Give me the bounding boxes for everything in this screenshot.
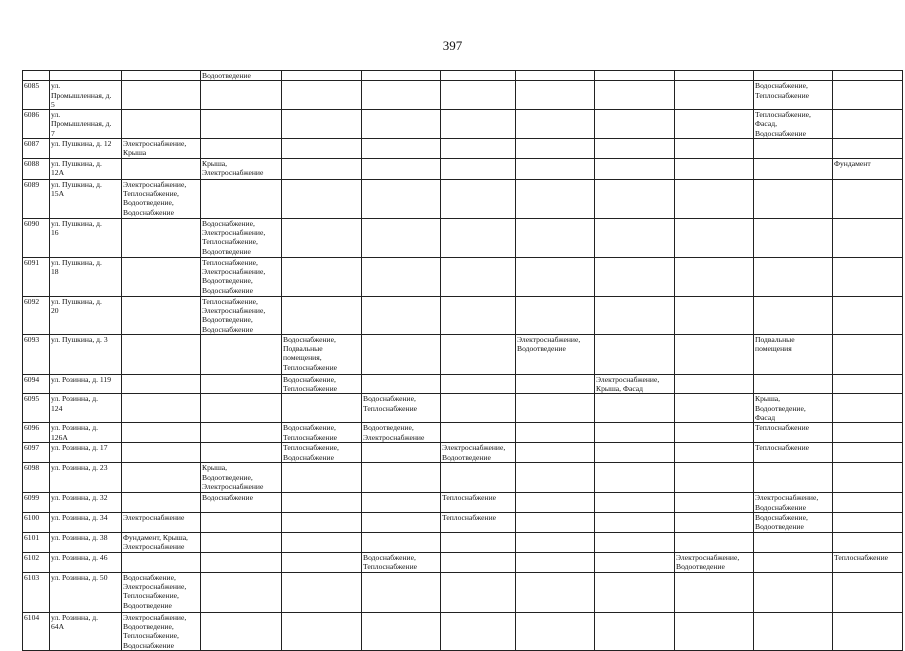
works-cell [595, 334, 675, 374]
address-cell: ул. Пушкина, д. 12 [50, 139, 122, 159]
works-cell [516, 612, 595, 650]
row-number-cell: 6088 [23, 158, 50, 179]
works-cell [201, 81, 282, 110]
works-cell [282, 394, 362, 423]
works-cell [833, 394, 903, 423]
works-cell [833, 257, 903, 296]
works-cell [754, 463, 833, 493]
works-cell [675, 612, 754, 650]
works-cell [282, 257, 362, 296]
works-cell [516, 513, 595, 533]
works-cell [675, 463, 754, 493]
works-cell [441, 296, 516, 334]
works-cell: Водоснабжение, Подвальные помещения, Теплоснабжение [282, 334, 362, 374]
works-cell [833, 374, 903, 394]
works-cell [122, 463, 201, 493]
works-cell [201, 139, 282, 159]
works-cell [754, 158, 833, 179]
works-cell [362, 374, 441, 394]
works-cell [516, 218, 595, 257]
table-row [23, 139, 903, 159]
works-cell [282, 533, 362, 553]
works-cell [675, 374, 754, 394]
works-cell [754, 552, 833, 572]
table-row [23, 423, 903, 443]
works-cell: Крыша, Водоотведение, Электроснабжение [201, 463, 282, 493]
works-cell [675, 334, 754, 374]
works-cell [122, 443, 201, 463]
works-cell [595, 179, 675, 218]
works-cell: Электроснабжение, Водоотведение [516, 334, 595, 374]
works-cell [675, 139, 754, 159]
works-cell [441, 179, 516, 218]
works-cell [441, 423, 516, 443]
row-number-cell: 6087 [23, 139, 50, 159]
works-cell [595, 443, 675, 463]
works-cell [282, 110, 362, 139]
works-cell [516, 463, 595, 493]
row-number-cell: 6098 [23, 463, 50, 493]
row-number-cell: 6085 [23, 81, 50, 110]
row-number-cell: 6089 [23, 179, 50, 218]
works-cell [362, 572, 441, 612]
works-cell: Водоснабжение, Теплоснабжение [754, 81, 833, 110]
works-cell [282, 139, 362, 159]
works-cell: Теплоснабжение [754, 443, 833, 463]
works-cell [122, 110, 201, 139]
address-cell [50, 71, 122, 81]
works-cell [754, 612, 833, 650]
works-cell [833, 179, 903, 218]
table-row [23, 533, 903, 553]
works-cell [282, 612, 362, 650]
works-cell [122, 296, 201, 334]
table-row [23, 374, 903, 394]
works-cell: Водоснабжение, Электроснабжение, Теплоснабжение, Водоотведение [122, 572, 201, 612]
works-cell [516, 394, 595, 423]
table-row [23, 552, 903, 572]
works-cell [675, 394, 754, 423]
works-cell [754, 572, 833, 612]
works-cell: Крыша, Водоотведение, Фасад [754, 394, 833, 423]
works-cell [833, 572, 903, 612]
works-cell [441, 463, 516, 493]
works-cell [595, 110, 675, 139]
works-cell [362, 179, 441, 218]
table-row [23, 81, 903, 110]
works-cell [833, 334, 903, 374]
works-cell: Водоснабжение, Водоотведение [754, 513, 833, 533]
works-cell [675, 81, 754, 110]
row-number-cell: 6086 [23, 110, 50, 139]
row-number-cell: 6099 [23, 493, 50, 513]
works-cell [362, 71, 441, 81]
works-cell [362, 533, 441, 553]
works-cell [516, 374, 595, 394]
address-cell: ул. Розинна, д. 17 [50, 443, 122, 463]
works-cell [516, 552, 595, 572]
works-cell [675, 572, 754, 612]
row-number-cell: 6104 [23, 612, 50, 650]
works-cell: Теплоснабжение [441, 493, 516, 513]
works-cell [516, 110, 595, 139]
works-cell [441, 572, 516, 612]
works-cell [754, 179, 833, 218]
works-cell [282, 552, 362, 572]
row-number-cell: 6103 [23, 572, 50, 612]
works-cell [833, 71, 903, 81]
works-cell: Водоснабжение, Теплоснабжение [362, 552, 441, 572]
works-cell: Теплоснабжение, Электроснабжение, Водоотведение, Водоснабжение [201, 296, 282, 334]
works-cell [362, 257, 441, 296]
works-cell [362, 493, 441, 513]
row-number-cell: 6092 [23, 296, 50, 334]
works-cell [441, 533, 516, 553]
works-cell [441, 158, 516, 179]
works-cell [516, 533, 595, 553]
works-cell [675, 158, 754, 179]
address-cell: ул. Промышленная, д. 5 [50, 81, 122, 110]
address-cell: ул. Розинна, д. 23 [50, 463, 122, 493]
works-cell [362, 139, 441, 159]
row-number-cell: 6091 [23, 257, 50, 296]
row-number-cell: 6101 [23, 533, 50, 553]
table-row [23, 110, 903, 139]
works-cell [201, 443, 282, 463]
works-cell [675, 179, 754, 218]
works-cell: Водоотведение, Электроснабжение [362, 423, 441, 443]
works-cell [282, 296, 362, 334]
works-cell [675, 423, 754, 443]
works-cell [595, 257, 675, 296]
works-cell: Фундамент [833, 158, 903, 179]
address-cell: ул. Промышленная, д. 7 [50, 110, 122, 139]
works-cell: Электроснабжение [122, 513, 201, 533]
works-cell [282, 463, 362, 493]
works-cell [122, 374, 201, 394]
works-cell [362, 296, 441, 334]
works-cell [362, 81, 441, 110]
works-cell [595, 296, 675, 334]
works-cell [441, 257, 516, 296]
table-row [23, 513, 903, 533]
works-cell [441, 218, 516, 257]
works-cell: Электроснабжение, Водоснабжение [754, 493, 833, 513]
address-cell: ул. Розинна, д. 46 [50, 552, 122, 572]
table-row [23, 493, 903, 513]
works-cell [754, 71, 833, 81]
works-cell [595, 552, 675, 572]
table-row [23, 572, 903, 612]
works-cell: Подвальные помещения [754, 334, 833, 374]
address-cell: ул. Пушкина, д. 15А [50, 179, 122, 218]
works-cell [595, 158, 675, 179]
works-cell: Электроснабжение, Водоотведение [675, 552, 754, 572]
works-cell [516, 81, 595, 110]
address-cell: ул. Розинна, д. 32 [50, 493, 122, 513]
works-cell [516, 443, 595, 463]
table-row [23, 158, 903, 179]
works-cell [516, 572, 595, 612]
works-cell: Водоснабжение, Теплоснабжение [362, 394, 441, 423]
works-cell [675, 513, 754, 533]
works-cell [122, 394, 201, 423]
works-cell [122, 71, 201, 81]
works-cell [122, 257, 201, 296]
works-cell: Теплоснабжение, Электроснабжение, Водоотведение, Водоснабжение [201, 257, 282, 296]
works-cell [595, 493, 675, 513]
works-cell [282, 158, 362, 179]
works-cell [675, 533, 754, 553]
works-cell: Электроснабжение, Водоотведение, Теплоснабжение, Водоснабжение [122, 612, 201, 650]
works-cell [595, 533, 675, 553]
works-cell [595, 139, 675, 159]
works-cell [122, 334, 201, 374]
works-cell: Водоснабжение, Теплоснабжение [282, 374, 362, 394]
works-cell: Фундамент, Крыша, Электроснабжение [122, 533, 201, 553]
works-cell [675, 71, 754, 81]
works-cell [122, 218, 201, 257]
table-row [23, 612, 903, 650]
works-cell [362, 158, 441, 179]
works-cell: Теплоснабжение [441, 513, 516, 533]
works-cell [201, 513, 282, 533]
works-cell [441, 334, 516, 374]
works-cell [282, 493, 362, 513]
works-cell [595, 423, 675, 443]
table-row [23, 71, 903, 81]
works-cell [675, 110, 754, 139]
works-cell [516, 493, 595, 513]
works-cell [595, 218, 675, 257]
works-cell [441, 612, 516, 650]
works-cell [754, 257, 833, 296]
works-cell [675, 296, 754, 334]
works-cell [516, 257, 595, 296]
works-cell [675, 218, 754, 257]
works-cell [754, 139, 833, 159]
works-cell [833, 296, 903, 334]
works-cell: Теплоснабжение [754, 423, 833, 443]
works-cell [754, 218, 833, 257]
works-cell: Теплоснабжение, Фасад, Водоснабжение [754, 110, 833, 139]
row-number-cell: 6097 [23, 443, 50, 463]
works-cell [282, 179, 362, 218]
works-cell [833, 110, 903, 139]
works-cell [282, 218, 362, 257]
works-cell [516, 296, 595, 334]
address-cell: ул. Розинна, д. 50 [50, 572, 122, 612]
works-cell [362, 110, 441, 139]
works-cell: Электроснабжение, Крыша [122, 139, 201, 159]
table-row [23, 179, 903, 218]
table-row [23, 218, 903, 257]
table-row [23, 394, 903, 423]
works-cell [833, 218, 903, 257]
row-number-cell: 6102 [23, 552, 50, 572]
address-cell: ул. Пушкина, д. 12А [50, 158, 122, 179]
works-cell: Электроснабжение, Теплоснабжение, Водоотведение, Водоснабжение [122, 179, 201, 218]
row-number-cell [23, 71, 50, 81]
works-cell [201, 572, 282, 612]
works-cell [282, 71, 362, 81]
address-cell: ул. Розинна, д. 38 [50, 533, 122, 553]
works-cell [595, 513, 675, 533]
works-cell [441, 139, 516, 159]
works-cell [282, 572, 362, 612]
works-cell: Теплоснабжение, Водоснабжение [282, 443, 362, 463]
works-cell [833, 513, 903, 533]
works-cell [201, 334, 282, 374]
works-cell [833, 81, 903, 110]
works-cell [122, 81, 201, 110]
works-cell [122, 493, 201, 513]
works-cell [833, 443, 903, 463]
row-number-cell: 6094 [23, 374, 50, 394]
works-cell [833, 493, 903, 513]
works-cell [595, 463, 675, 493]
works-cell [441, 81, 516, 110]
works-cell [362, 513, 441, 533]
works-cell [201, 552, 282, 572]
works-cell [754, 296, 833, 334]
works-cell [122, 423, 201, 443]
works-cell [595, 81, 675, 110]
works-cell [362, 334, 441, 374]
works-cell [282, 513, 362, 533]
works-cell [282, 81, 362, 110]
works-cell: Крыша, Электроснабжение [201, 158, 282, 179]
address-cell: ул. Пушкина, д. 20 [50, 296, 122, 334]
works-cell: Водоотведение [201, 71, 282, 81]
works-cell [201, 612, 282, 650]
works-cell [441, 374, 516, 394]
works-cell [122, 158, 201, 179]
works-cell [595, 71, 675, 81]
table-row [23, 257, 903, 296]
works-cell [833, 463, 903, 493]
works-cell [201, 423, 282, 443]
works-cell [201, 374, 282, 394]
works-cell [833, 612, 903, 650]
works-cell: Водоснабжение [201, 493, 282, 513]
address-cell: ул. Пушкина, д. 16 [50, 218, 122, 257]
table-row [23, 463, 903, 493]
works-cell [362, 463, 441, 493]
works-cell [441, 552, 516, 572]
address-cell: ул. Розинна, д. 64А [50, 612, 122, 650]
works-cell [595, 572, 675, 612]
table-row [23, 296, 903, 334]
table-row [23, 334, 903, 374]
address-cell: ул. Розинна, д. 34 [50, 513, 122, 533]
works-cell: Водоснабжение, Электроснабжение, Теплоснабжение, Водоотведение [201, 218, 282, 257]
works-cell [833, 423, 903, 443]
works-cell: Электроснабжение, Водоотведение [441, 443, 516, 463]
works-cell [201, 110, 282, 139]
address-cell: ул. Розинна, д. 124 [50, 394, 122, 423]
address-cell: ул. Пушкина, д. 18 [50, 257, 122, 296]
works-cell [122, 552, 201, 572]
works-cell: Водоснабжение, Теплоснабжение [282, 423, 362, 443]
works-cell [754, 374, 833, 394]
works-cell [675, 257, 754, 296]
row-number-cell: 6093 [23, 334, 50, 374]
works-cell [441, 71, 516, 81]
row-number-cell: 6096 [23, 423, 50, 443]
works-cell [516, 423, 595, 443]
works-cell [516, 158, 595, 179]
repair-schedule-table [22, 70, 903, 651]
works-cell [362, 218, 441, 257]
works-cell [441, 110, 516, 139]
row-number-cell: 6090 [23, 218, 50, 257]
row-number-cell: 6095 [23, 394, 50, 423]
works-cell [362, 443, 441, 463]
works-cell [516, 139, 595, 159]
works-cell [833, 533, 903, 553]
works-cell [201, 179, 282, 218]
works-cell [595, 612, 675, 650]
address-cell: ул. Розинна, д. 119 [50, 374, 122, 394]
works-cell [833, 139, 903, 159]
works-cell [441, 394, 516, 423]
works-cell [675, 493, 754, 513]
table-row [23, 443, 903, 463]
address-cell: ул. Пушкина, д. 3 [50, 334, 122, 374]
row-number-cell: 6100 [23, 513, 50, 533]
works-cell [201, 533, 282, 553]
works-cell [516, 71, 595, 81]
address-cell: ул. Розинна, д. 126А [50, 423, 122, 443]
works-cell: Теплоснабжение [833, 552, 903, 572]
works-cell [675, 443, 754, 463]
works-cell [362, 612, 441, 650]
works-cell [516, 179, 595, 218]
works-cell [595, 394, 675, 423]
works-cell: Электроснабжение, Крыша, Фасад [595, 374, 675, 394]
works-cell [201, 394, 282, 423]
works-cell [754, 533, 833, 553]
page-number: 397 [442, 38, 463, 53]
